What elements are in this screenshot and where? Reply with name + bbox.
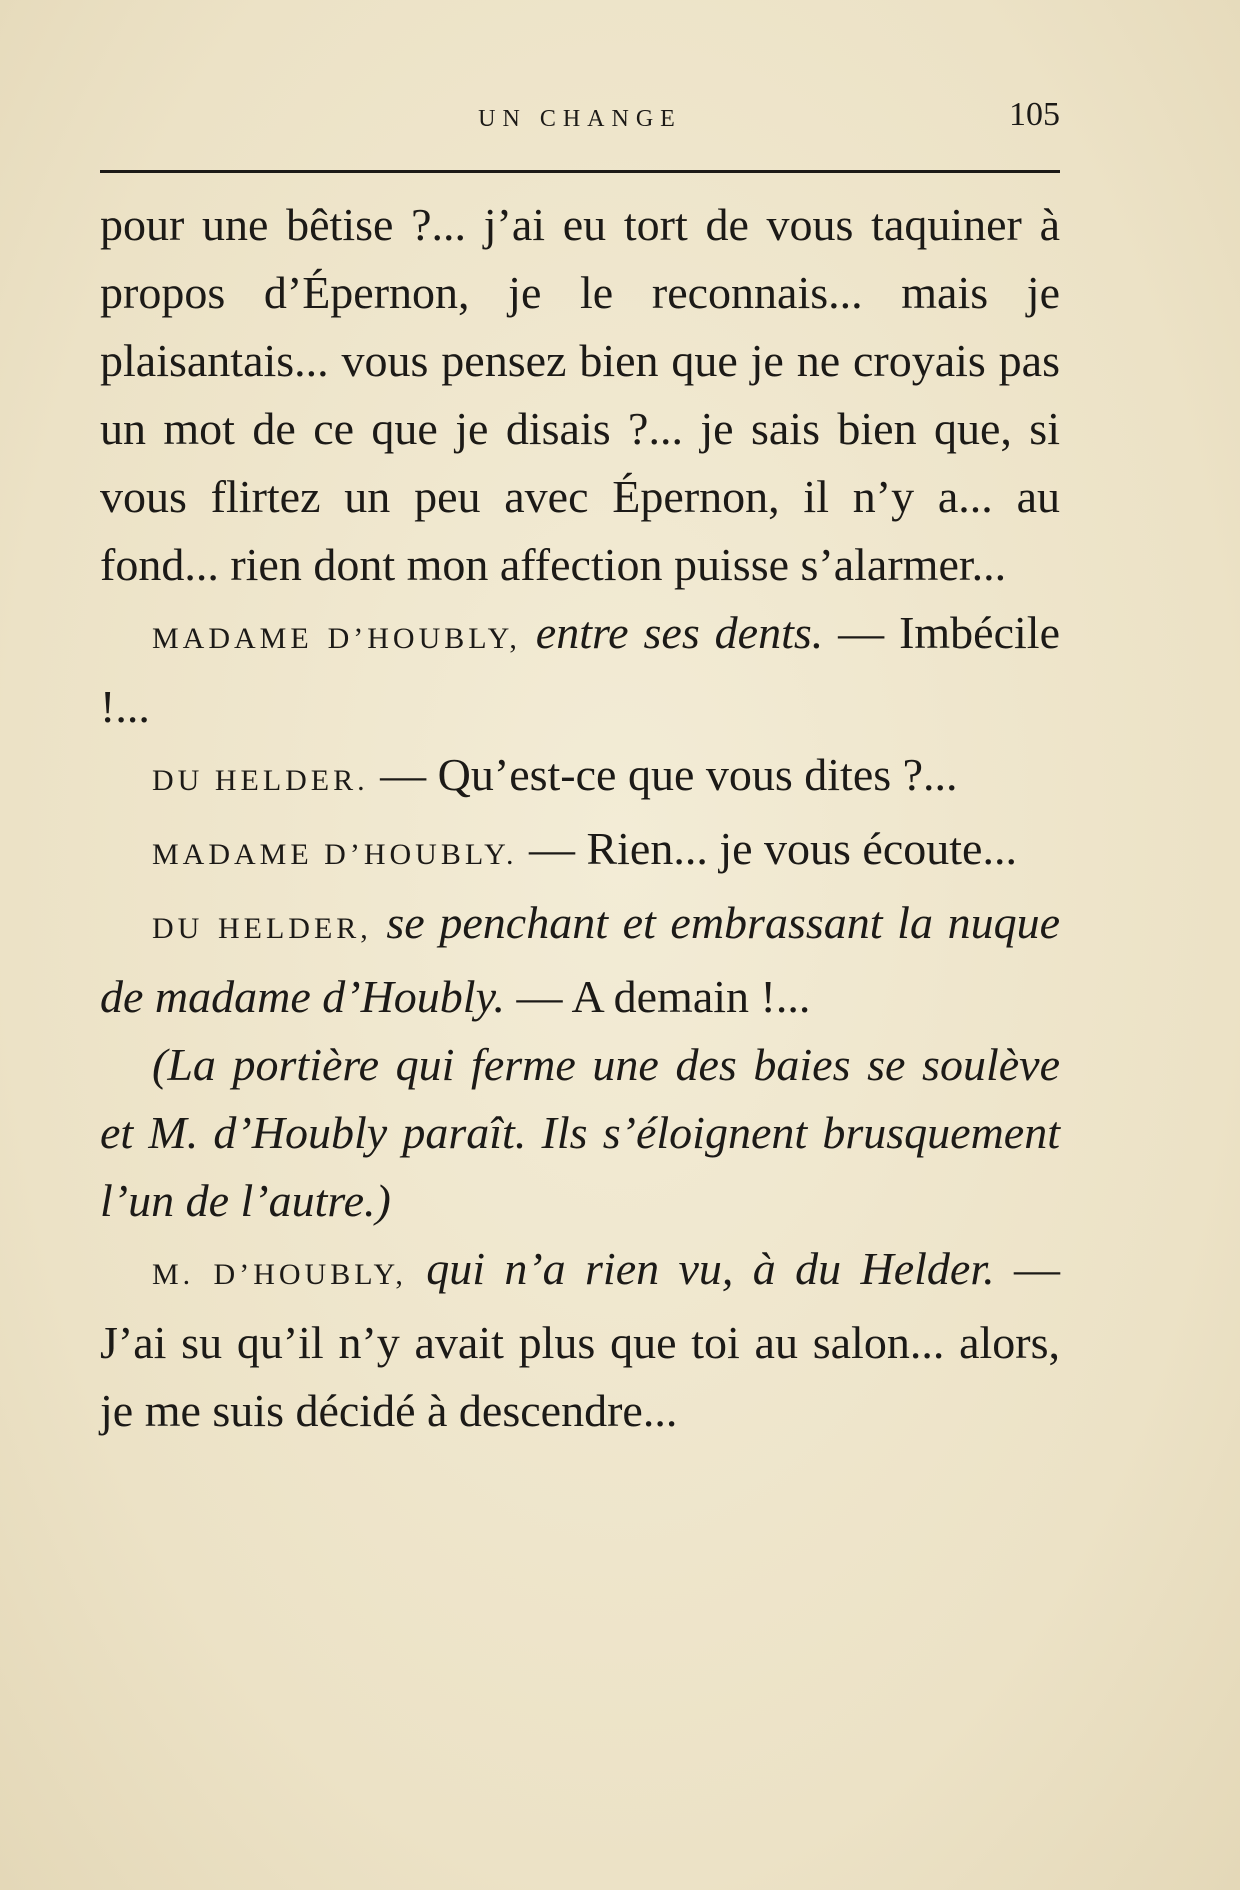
speech: — Rien... je vous écoute... <box>517 823 1017 874</box>
speaker-name: DU HELDER, <box>152 912 372 945</box>
page-text <box>100 191 1060 1445</box>
running-head <box>100 90 1060 150</box>
stage-note: entre ses dents. <box>520 607 824 658</box>
speech: — Qu’est-ce que vous dites ?... <box>368 749 958 800</box>
dialogue-line <box>100 741 1060 815</box>
speech: — A demain !... <box>504 971 811 1022</box>
dialogue-line <box>100 599 1060 741</box>
dialogue-line <box>100 815 1060 889</box>
speech: — J’ai su qu’il n’y avait plus que toi au salon... alors, je me suis décidé à descendre... <box>100 1243 1060 1436</box>
header-rule <box>100 170 1060 173</box>
page-number: 105 <box>1009 96 1060 133</box>
speaker-name: M. D’HOUBLY, <box>152 1258 407 1291</box>
speaker-name: MADAME D’HOUBLY. <box>152 838 518 871</box>
speaker-name: MADAME D’HOUBLY, <box>152 622 521 655</box>
stage-direction: (La portière qui ferme une des baies se soulève et M. d’Houbly paraît. Ils s’éloignent brusquement l’un de l’autre.) <box>100 1039 1060 1226</box>
speaker-name: DU HELDER. <box>152 764 369 797</box>
continuation-paragraph: pour une bêtise ?... j’ai eu tort de vous taquiner à propos d’Épernon, je le reconnais... mais je plaisantais... vous pensez bien que je ne croyais pas un mot de ce que je disais ?... je sais bien que, si vous flirtez un peu avec Épernon, il n’y a... au fond... rien dont mon affection puisse s’alarmer... <box>100 199 1060 590</box>
stage-note: qui n’a rien vu, à du Helder. <box>406 1243 995 1294</box>
running-title: UN CHANGE <box>478 106 682 132</box>
dialogue-line <box>100 1235 1060 1445</box>
dialogue-line <box>100 889 1060 1031</box>
speech: — Imbécile !... <box>100 607 1060 732</box>
stage-note: se penchant et embrassant la nuque de madame d’Houbly. <box>100 897 1060 1022</box>
book-page <box>100 90 1060 1445</box>
